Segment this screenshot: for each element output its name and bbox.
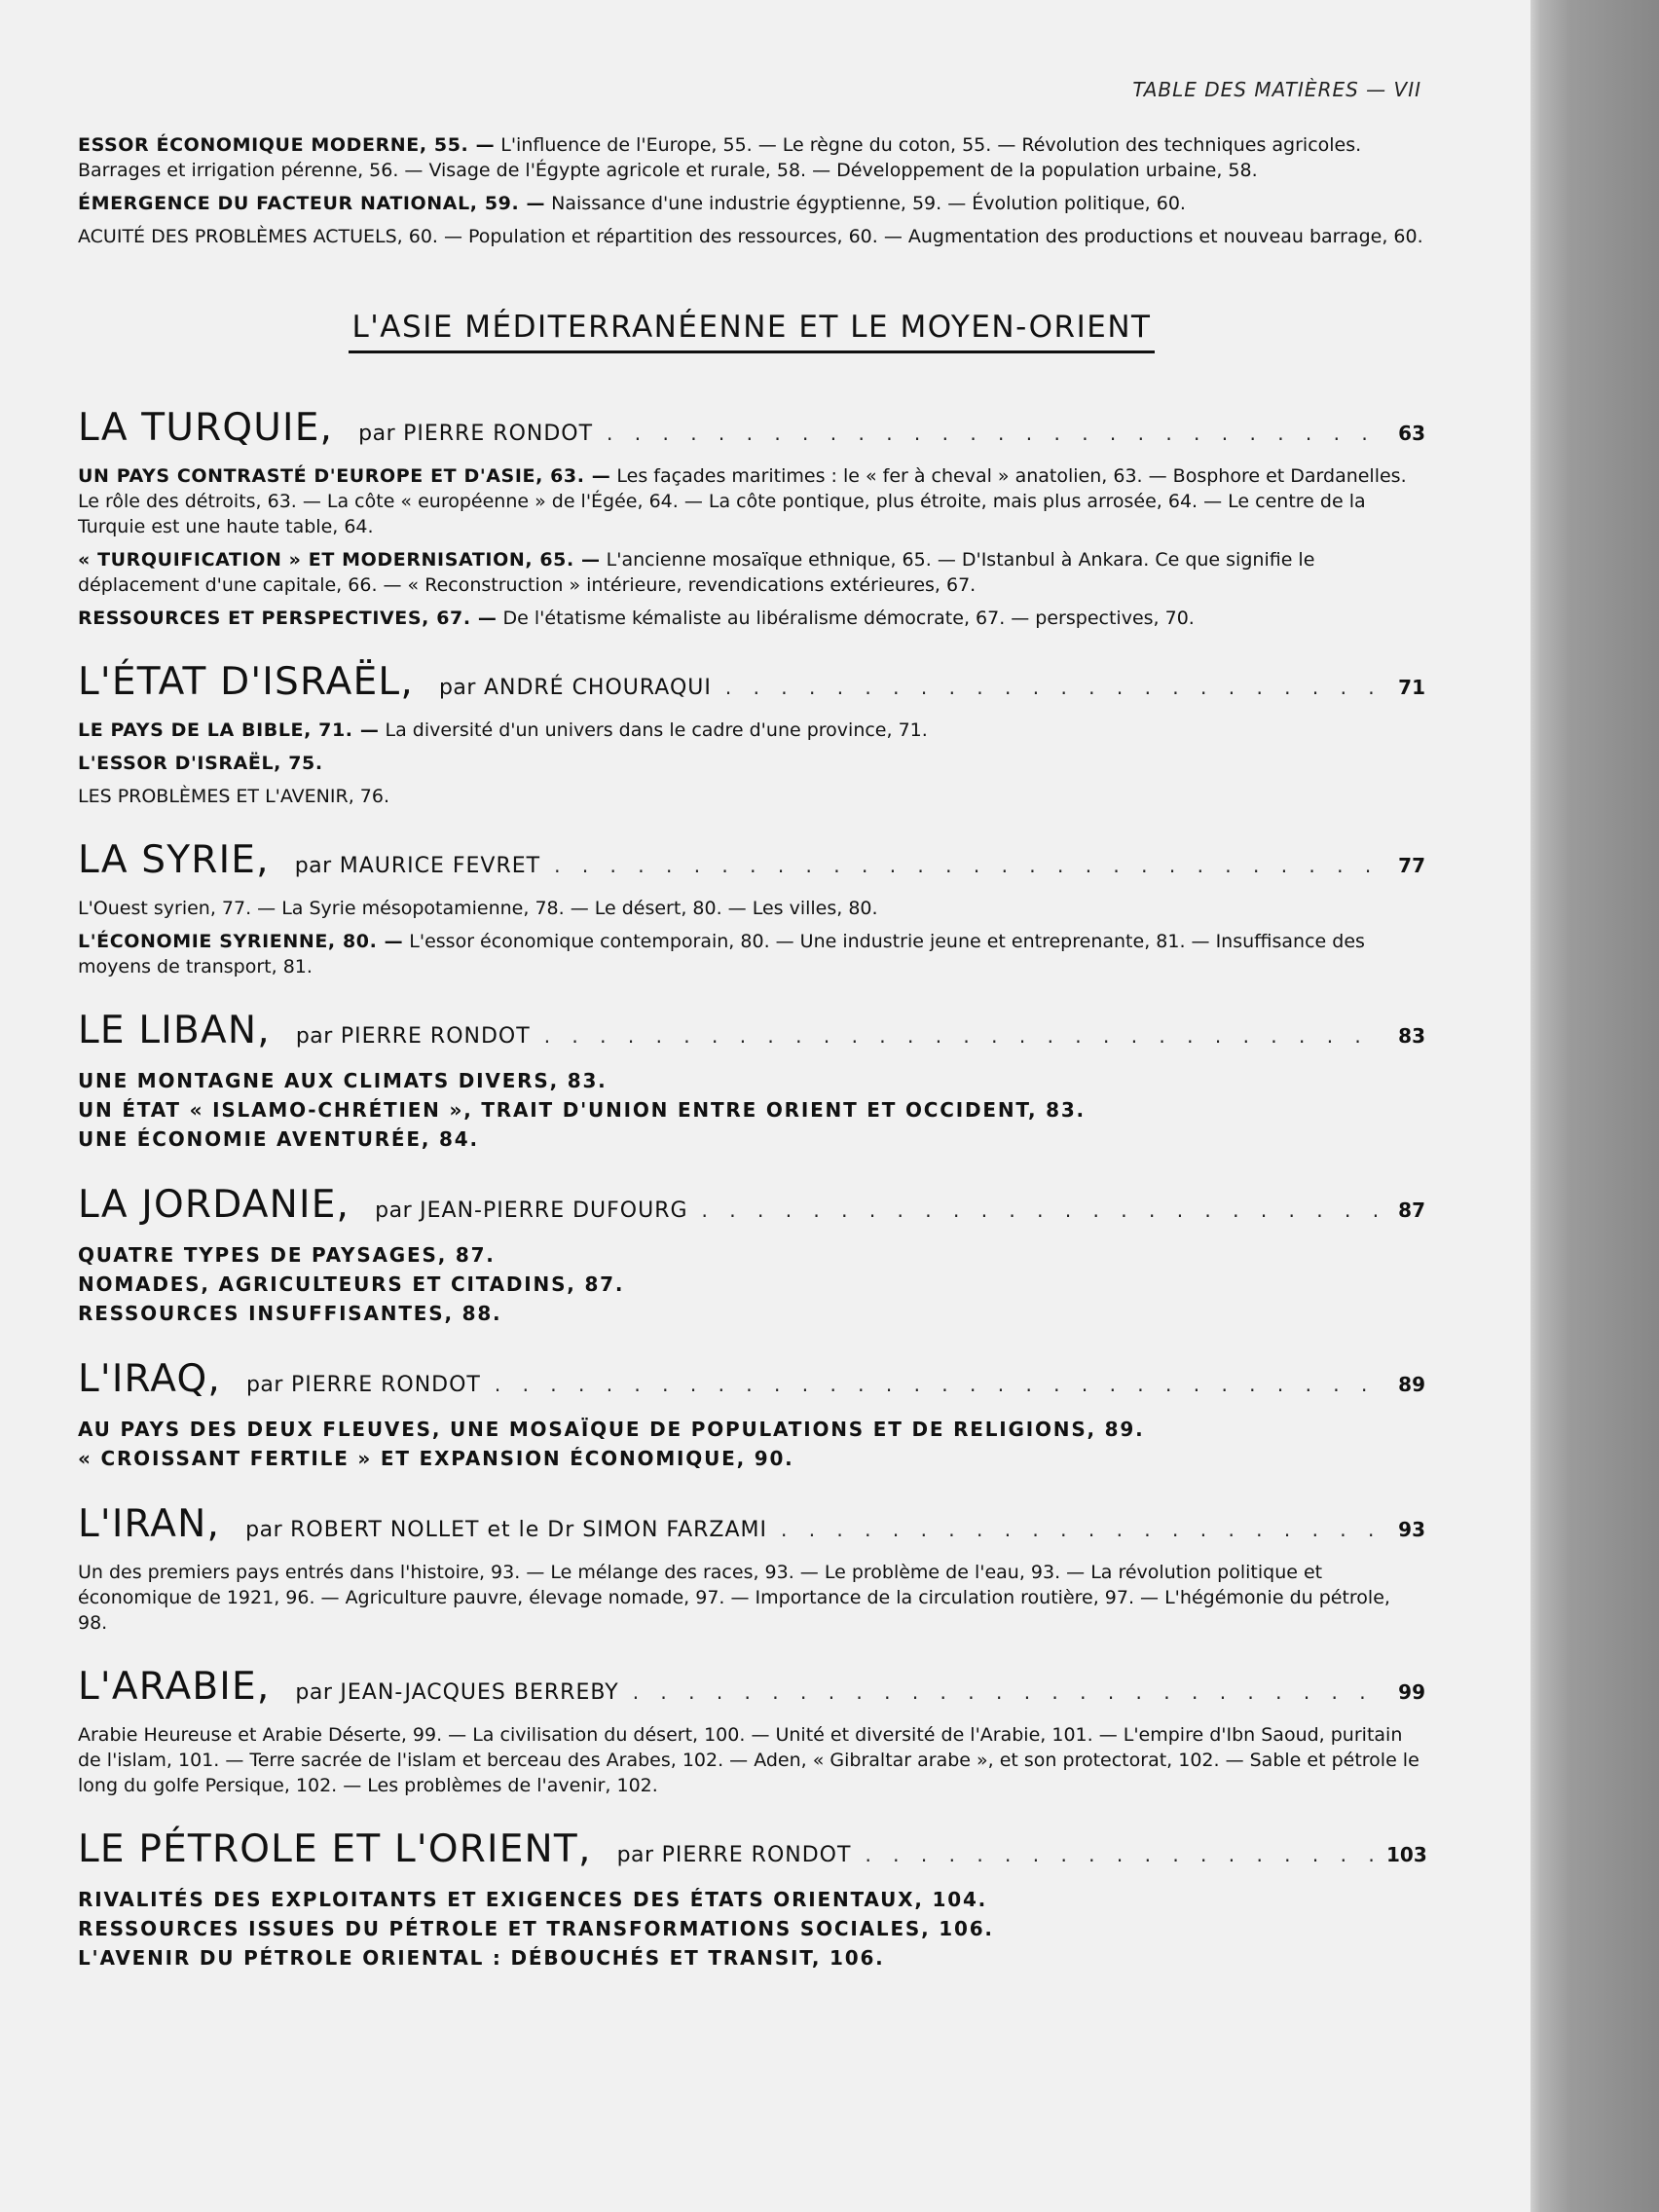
chapter-author: ROBERT NOLLET et le Dr SIMON FARZAMI: [290, 1518, 767, 1542]
chapter-page-number: 99: [1398, 1680, 1425, 1704]
section-text: Les façades maritimes : le « fer à cheval » anatolien, 63. — Bosphore et Dardanelles. Le rôle des détroits, 63. — La côte « européenne » de l'Égée, 64. — La côte pontique, plus étroite, mais plus arrosée, 64. — Le centre de la Turquie est une haute table, 64.: [78, 465, 1407, 537]
chapter-section: [78, 784, 1425, 809]
chapter-page-number: 103: [1386, 1843, 1427, 1866]
chapter-section: [78, 1560, 1425, 1636]
dot-leader: [544, 1024, 1377, 1048]
toc-content: [78, 132, 1425, 1972]
chapter-section: [78, 1722, 1425, 1798]
chapter-heading: [78, 838, 1425, 882]
chapter-author-line: [375, 1198, 687, 1223]
chapter-entry: [78, 660, 1425, 809]
chapter-section: [78, 929, 1425, 979]
chapter-section: [78, 463, 1425, 539]
chapter-entry: [78, 1665, 1425, 1798]
chapter-author: PIERRE RONDOT: [340, 1024, 531, 1049]
dot-leader: [633, 1680, 1377, 1704]
chapter-title: LA SYRIE,: [78, 838, 270, 882]
dot-leader: [702, 1198, 1377, 1222]
dot-leader: [865, 1843, 1377, 1866]
chapter-title: L'ARABIE,: [78, 1665, 271, 1709]
section-text: LES PROBLÈMES ET L'AVENIR, 76.: [78, 786, 389, 807]
section-text: Un des premiers pays entrés dans l'histoire, 93. — Le mélange des races, 93. — Le problème de l'eau, 93. — La révolution politique et économique de 1921, 96. — Agriculture pauvre, élevage nomade, 97. — Importance de la circulation routière, 97. — L'hégémonie du pétrole, 98.: [78, 1562, 1390, 1634]
chapter-section-heading: UNE ÉCONOMIE AVENTURÉE, 84.: [78, 1127, 479, 1151]
chapter-section-heading: UN ÉTAT « ISLAMO-CHRÉTIEN », TRAIT D'UNION ENTRE ORIENT ET OCCIDENT, 83.: [78, 1098, 1086, 1122]
section-text: La diversité d'un univers dans le cadre d'une province, 71.: [379, 719, 928, 741]
chapter-title: L'ÉTAT D'ISRAËL,: [78, 660, 414, 704]
chapter-heading: [78, 1502, 1425, 1546]
section-heading: L'ÉCONOMIE SYRIENNE, 80. —: [78, 931, 404, 952]
section-heading: RESSOURCES ET PERSPECTIVES, 67. —: [78, 608, 498, 629]
chapter-section-heading: QUATRE TYPES DE PAYSAGES, 87.: [78, 1243, 496, 1267]
section-heading: LE PAYS DE LA BIBLE, 71. —: [78, 719, 380, 741]
chapter-section-heading: AU PAYS DES DEUX FLEUVES, UNE MOSAÏQUE DE POPULATIONS ET DE RELIGIONS, 89.: [78, 1418, 1145, 1441]
chapter-section-heading: « CROISSANT FERTILE » ET EXPANSION ÉCONOMIQUE, 90.: [78, 1447, 794, 1470]
chapter-page-number: 71: [1398, 676, 1425, 699]
author-prefix: par: [295, 1024, 333, 1049]
chapter-author: PIERRE RONDOT: [290, 1373, 481, 1397]
author-prefix: par: [358, 422, 396, 446]
chapter-heading: [78, 1357, 1425, 1401]
chapter-title: LE LIBAN,: [78, 1009, 271, 1052]
dot-leader: [725, 676, 1377, 699]
author-prefix: par: [295, 1680, 333, 1705]
section-text: De l'étatisme kémaliste au libéralisme démocrate, 67. — perspectives, 70.: [497, 608, 1195, 629]
section-text: L'essor économique contemporain, 80. — Une industrie jeune et entreprenante, 81. — Insuffisance des moyens de transport, 81.: [78, 931, 1365, 977]
section-heading: « TURQUIFICATION » ET MODERNISATION, 65. —: [78, 549, 601, 571]
chapter-section-heading: RESSOURCES INSUFFISANTES, 88.: [78, 1302, 502, 1325]
intro-section: [78, 132, 1425, 183]
chapter-page-number: 63: [1398, 422, 1425, 445]
section-text: L'influence de l'Europe, 55. — Le règne du coton, 55. — Révolution des techniques agricoles. Barrages et irrigation pérenne, 56. — Visage de l'Égypte agricole et rurale, 58. — Développement de la population urbaine, 58.: [78, 134, 1362, 181]
chapter-page-number: 83: [1398, 1024, 1425, 1048]
part-title-text: L'ASIE MÉDITERRANÉENNE ET LE MOYEN-ORIENT: [349, 310, 1156, 353]
chapter-section: [78, 547, 1425, 598]
chapter-title: LE PÉTROLE ET L'ORIENT,: [78, 1827, 592, 1871]
chapter-author-line: [245, 1518, 767, 1542]
chapter-entry: [78, 1357, 1425, 1473]
author-prefix: par: [294, 854, 332, 878]
section-text: Naissance d'une industrie égyptienne, 59. — Évolution politique, 60.: [545, 193, 1186, 214]
chapter-section-heading: RIVALITÉS DES EXPLOITANTS ET EXIGENCES DES ÉTATS ORIENTAUX, 104.: [78, 1888, 988, 1911]
chapter-author-line: [295, 1680, 618, 1705]
chapter-heading: [78, 1665, 1425, 1709]
page-edge-shadow: [1530, 0, 1659, 2212]
section-text: Arabie Heureuse et Arabie Déserte, 99. — La civilisation du désert, 100. — Unité et diversité de l'Arabie, 101. — L'empire d'Ibn Saoud, puritain de l'islam, 101. — Terre sacrée de l'islam et berceau des Arabes, 102. — Aden, « Gibraltar arabe », et son protectorat, 102. — Sable et pétrole le long du golfe Persique, 102. — Les problèmes de l'avenir, 102.: [78, 1724, 1419, 1796]
chapter-author-line: [296, 1024, 531, 1049]
chapter-author-line: [358, 422, 593, 446]
chapter-author: ANDRÉ CHOURAQUI: [483, 676, 712, 700]
chapter-title: LA TURQUIE,: [78, 406, 334, 450]
chapter-entry: [78, 1009, 1425, 1154]
author-prefix: par: [375, 1198, 413, 1223]
chapter-author-line: [617, 1843, 852, 1867]
chapter-page-number: 77: [1398, 854, 1425, 877]
dot-leader: [554, 854, 1377, 877]
section-heading: ESSOR ÉCONOMIQUE MODERNE, 55. —: [78, 134, 496, 156]
chapter-author: JEAN-JACQUES BERREBY: [340, 1680, 619, 1705]
author-prefix: par: [616, 1843, 654, 1867]
chapter-author-line: [295, 854, 540, 878]
chapter-page-number: 93: [1398, 1518, 1425, 1541]
dot-leader: [495, 1373, 1377, 1396]
chapter-author: PIERRE RONDOT: [403, 422, 594, 446]
intro-sections: [78, 132, 1425, 249]
section-text: L'Ouest syrien, 77. — La Syrie mésopotamienne, 78. — Le désert, 80. — Les villes, 80.: [78, 898, 878, 919]
section-heading: ÉMERGENCE DU FACTEUR NATIONAL, 59. —: [78, 193, 546, 214]
chapter-page-number: 87: [1398, 1198, 1425, 1222]
section-text: ACUITÉ DES PROBLÈMES ACTUELS, 60. — Population et répartition des ressources, 60. — Augmentation des productions et nouveau barrage, 60.: [78, 226, 1423, 247]
author-prefix: par: [245, 1373, 283, 1397]
chapter-section-heading: L'AVENIR DU PÉTROLE ORIENTAL : DÉBOUCHÉS ET TRANSIT, 106.: [78, 1946, 885, 1970]
chapter-entry: [78, 1827, 1425, 1972]
intro-section: [78, 224, 1425, 249]
chapter-section-heading: NOMADES, AGRICULTEURS ET CITADINS, 87.: [78, 1272, 625, 1296]
chapter-section: [78, 751, 1425, 776]
chapter-title: L'IRAQ,: [78, 1357, 221, 1401]
chapter-heading: [78, 1827, 1425, 1871]
chapter-entry: [78, 838, 1425, 979]
chapter-heading: [78, 1183, 1425, 1227]
chapter-section: [78, 896, 1425, 921]
chapter-entry: [78, 406, 1425, 631]
section-heading: UN PAYS CONTRASTÉ D'EUROPE ET D'ASIE, 63. —: [78, 465, 611, 487]
chapter-heading: [78, 406, 1425, 450]
dot-leader: [781, 1518, 1377, 1541]
chapter-section: [78, 606, 1425, 631]
chapter-author-line: [439, 676, 712, 700]
chapter-heading: [78, 660, 1425, 704]
section-heading: L'ESSOR D'ISRAËL, 75.: [78, 753, 323, 774]
chapter-author: JEAN-PIERRE DUFOURG: [420, 1198, 688, 1223]
running-header: TABLE DES MATIÈRES — VII: [1132, 78, 1421, 101]
chapter-section-heading: RESSOURCES ISSUES DU PÉTROLE ET TRANSFORMATIONS SOCIALES, 106.: [78, 1917, 994, 1940]
chapter-author-line: [246, 1373, 481, 1397]
chapter-entry: [78, 1502, 1425, 1636]
section-text: L'ancienne mosaïque ethnique, 65. — D'Istanbul à Ankara. Ce que signifie le déplacement d'une capitale, 66. — « Reconstruction » intérieure, revendications extérieures, 67.: [78, 549, 1315, 596]
author-prefix: par: [245, 1518, 283, 1542]
chapter-list: [78, 406, 1425, 1972]
chapter-author: MAURICE FEVRET: [339, 854, 541, 878]
part-title: [78, 310, 1425, 353]
chapter-entry: [78, 1183, 1425, 1328]
chapter-author: PIERRE RONDOT: [661, 1843, 852, 1867]
chapter-section: [78, 718, 1425, 743]
chapter-heading: [78, 1009, 1425, 1052]
author-prefix: par: [438, 676, 476, 700]
dot-leader: [607, 422, 1377, 445]
chapter-section-heading: UNE MONTAGNE AUX CLIMATS DIVERS, 83.: [78, 1069, 608, 1092]
chapter-page-number: 89: [1398, 1373, 1425, 1396]
intro-section: [78, 191, 1425, 216]
chapter-title: L'IRAN,: [78, 1502, 221, 1546]
chapter-title: LA JORDANIE,: [78, 1183, 350, 1227]
